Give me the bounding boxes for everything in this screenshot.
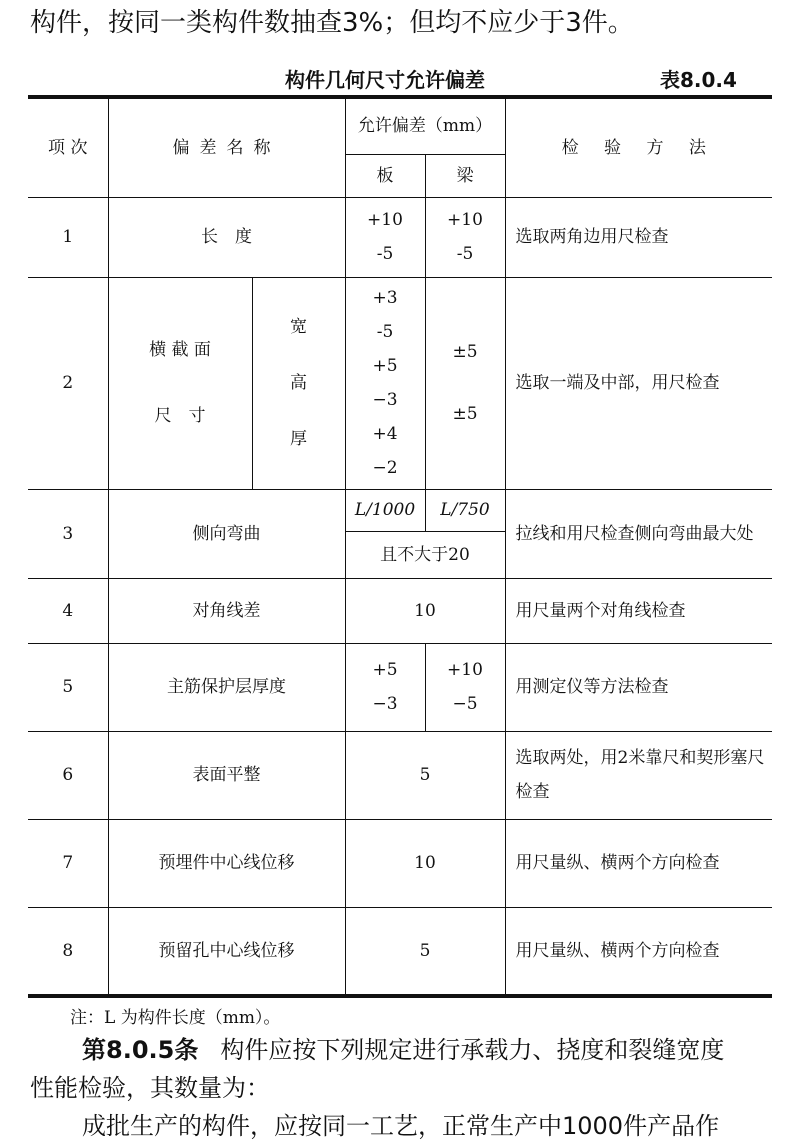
table-number: 表8.0.4 xyxy=(660,68,737,92)
row-value: 10 xyxy=(345,819,505,907)
intro-text: 构件，按同一类构件数抽查3%；但均不应少于3件。 xyxy=(30,8,634,38)
table-caption: 构件几何尺寸允许偏差 xyxy=(285,68,485,92)
header-name: 偏差名称 xyxy=(108,97,345,197)
table-note: 注：L 为构件长度（mm）。 xyxy=(70,1008,281,1028)
table-row xyxy=(28,731,772,819)
clause-next-line: 成批生产的构件，应按同一工艺，正常生产中1000件产品作 xyxy=(82,1112,720,1140)
row-subname: 宽 高 厚 xyxy=(252,277,345,489)
clause-label: 第8.0.5条 xyxy=(82,1036,199,1064)
row-slab: +10 -5 xyxy=(345,197,425,277)
row-name: 预埋件中心线位移 xyxy=(108,819,345,907)
row-name: 对角线差 xyxy=(108,578,345,643)
row-method: 用测定仪等方法检查 xyxy=(505,643,772,731)
row-method: 拉线和用尺检查侧向弯曲最大处 xyxy=(505,489,772,578)
table-row xyxy=(28,489,772,531)
row-name: 表面平整 xyxy=(108,731,345,819)
table-row xyxy=(28,197,772,277)
row-slab: +3 -5 +5 −3 +4 −2 xyxy=(345,277,425,489)
row-no: 7 xyxy=(28,819,108,907)
table-row xyxy=(28,643,772,731)
row-beam: +10 -5 xyxy=(425,197,505,277)
row-name: 侧向弯曲 xyxy=(108,489,345,578)
header-method: 检 验 方 法 xyxy=(505,97,772,197)
header-slab: 板 xyxy=(345,154,425,197)
row-method: 用尺量纵、横两个方向检查 xyxy=(505,907,772,996)
row-no: 5 xyxy=(28,643,108,731)
row-limit: 且不大于20 xyxy=(345,531,505,578)
table-row xyxy=(28,578,772,643)
row-method: 用尺量纵、横两个方向检查 xyxy=(505,819,772,907)
table-row xyxy=(28,819,772,907)
clause-continuation: 性能检验，其数量为： xyxy=(30,1074,270,1102)
row-method: 用尺量两个对角线检查 xyxy=(505,578,772,643)
row-no: 2 xyxy=(28,277,108,489)
row-no: 3 xyxy=(28,489,108,578)
row-no: 1 xyxy=(28,197,108,277)
row-method: 选取一端及中部，用尺检查 xyxy=(505,277,772,489)
clause-text: 构件应按下列规定进行承载力、挠度和裂缝宽度 xyxy=(220,1036,725,1064)
row-value: 10 xyxy=(345,578,505,643)
row-name: 主筋保护层厚度 xyxy=(108,643,345,731)
row-name: 长 度 xyxy=(108,197,345,277)
row-slab: +5 −3 xyxy=(345,643,425,731)
row-value: 5 xyxy=(345,907,505,996)
row-beam: L/750 xyxy=(425,489,505,531)
table-row xyxy=(28,277,772,489)
header-tolerance: 允许偏差（mm） xyxy=(345,97,505,154)
row-value: 5 xyxy=(345,731,505,819)
row-no: 4 xyxy=(28,578,108,643)
row-name: 横 截 面 尺 寸 xyxy=(108,277,252,489)
clause-heading xyxy=(82,1030,724,1065)
row-slab: L/1000 xyxy=(345,489,425,531)
row-beam: ±5 ±5 xyxy=(425,277,505,489)
row-beam: +10 −5 xyxy=(425,643,505,731)
row-name: 预留孔中心线位移 xyxy=(108,907,345,996)
row-method: 选取两角边用尺检查 xyxy=(505,197,772,277)
row-no: 8 xyxy=(28,907,108,996)
header-item: 项 次 xyxy=(28,97,108,197)
row-method: 选取两处，用2米靠尺和契形塞尺检查 xyxy=(505,731,772,819)
table-row xyxy=(28,907,772,996)
row-no: 6 xyxy=(28,731,108,819)
tolerance-table xyxy=(28,95,772,998)
header-beam: 梁 xyxy=(425,154,505,197)
